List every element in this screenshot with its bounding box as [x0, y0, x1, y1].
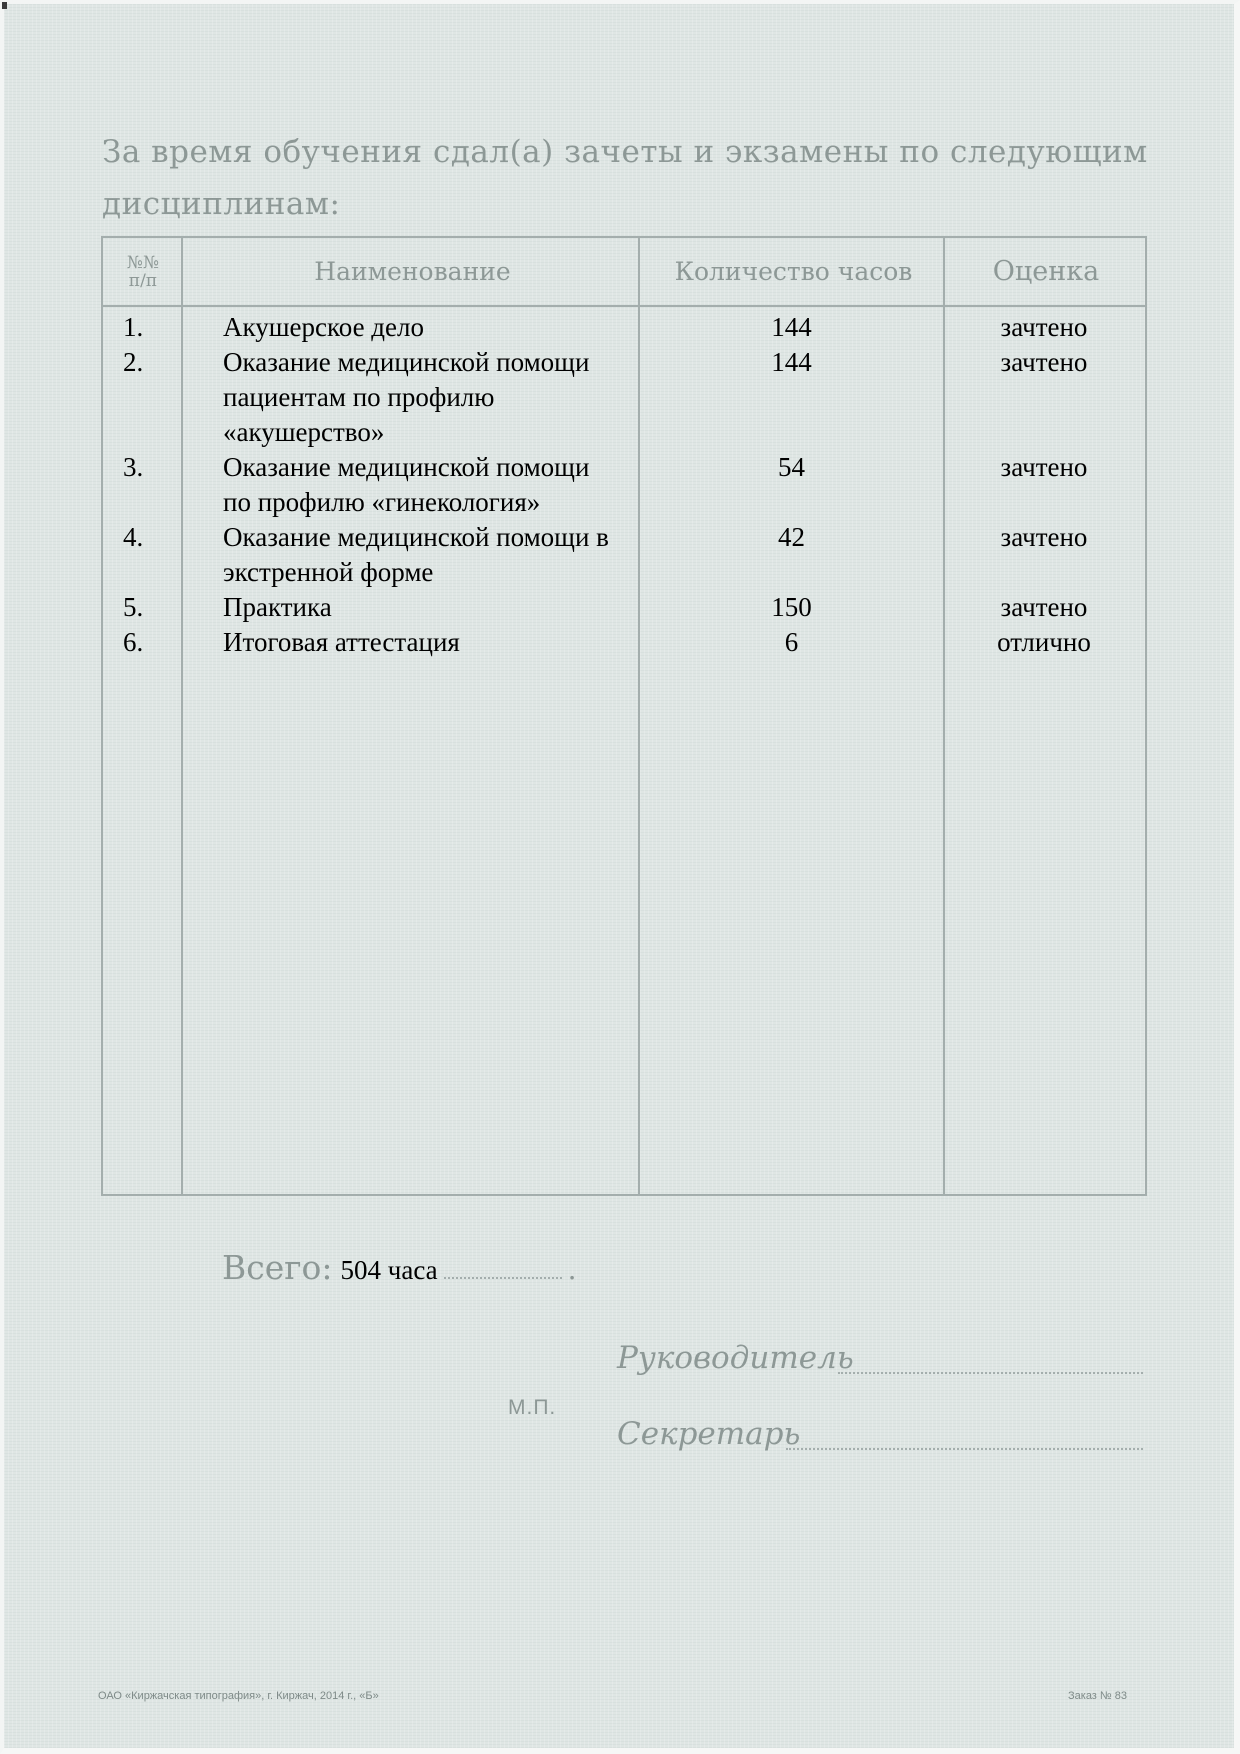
row-discipline-name: Оказание медицинской помощи в экстренной форме — [223, 522, 609, 587]
total-end-mark: . — [567, 1253, 577, 1286]
row-hours: 144 — [771, 312, 812, 342]
order-number: Заказ № 83 — [1068, 1690, 1128, 1702]
head-signature-label: Руководитель — [617, 1340, 854, 1376]
row-grade: зачтено — [1000, 347, 1088, 377]
row-number: 5. — [123, 592, 144, 622]
row-hours: 54 — [778, 452, 805, 482]
header-hours: Количество часов — [674, 257, 913, 286]
row-hours: 42 — [778, 522, 805, 552]
stamp-place-label: М.П. — [508, 1396, 557, 1419]
secretary-signature-line — [786, 1448, 1143, 1450]
page-heading: За время обучения сдал(а) зачеты и экзамены по следующим дисциплинам: — [102, 134, 1148, 222]
header-number — [103, 238, 183, 305]
secretary-signature-label: Секретарь — [617, 1416, 801, 1452]
total-value: 504 часа — [340, 1255, 438, 1285]
table-row — [103, 450, 1143, 520]
row-number: 1. — [123, 312, 144, 342]
table-row — [103, 345, 1143, 450]
row-grade: зачтено — [1000, 592, 1088, 622]
row-number: 3. — [123, 452, 144, 482]
header-grade: Оценка — [992, 256, 1100, 287]
row-discipline-name: Итоговая аттестация — [223, 627, 460, 657]
row-grade: зачтено — [1000, 522, 1088, 552]
total-hours — [222, 1248, 577, 1287]
header-divider — [103, 305, 1145, 307]
header-name: Наименование — [314, 257, 511, 286]
corner-mark — [2, 2, 7, 9]
row-grade: зачтено — [1000, 312, 1088, 342]
table-rows — [103, 310, 1143, 660]
row-hours: 150 — [771, 592, 812, 622]
header-number-line1: №№ — [126, 252, 160, 273]
row-discipline-name: Практика — [223, 592, 332, 622]
printer-imprint: ОАО «Киржачская типография», г. Киржач, 2014 г., «Б» — [98, 1690, 379, 1702]
total-dotted-line — [444, 1257, 562, 1279]
table-row — [103, 520, 1143, 590]
row-discipline-name: Оказание медицинской помощи по профилю «гинекология» — [223, 452, 590, 517]
head-signature-line — [838, 1372, 1143, 1374]
row-discipline-name: Оказание медицинской помощи пациентам по профилю «акушерство» — [223, 347, 590, 447]
row-grade: зачтено — [1000, 452, 1088, 482]
table-row — [103, 625, 1143, 660]
row-hours: 144 — [771, 347, 812, 377]
total-label: Всего: — [222, 1248, 333, 1287]
row-hours: 6 — [784, 627, 799, 657]
row-discipline-name: Акушерское дело — [223, 312, 424, 342]
row-grade: отлично — [997, 627, 1091, 657]
row-number: 4. — [123, 522, 144, 552]
table-row — [103, 590, 1143, 625]
row-number: 6. — [123, 627, 144, 657]
header-number-line2: п/п — [128, 270, 158, 291]
row-number: 2. — [123, 347, 144, 377]
table-row — [103, 310, 1143, 345]
